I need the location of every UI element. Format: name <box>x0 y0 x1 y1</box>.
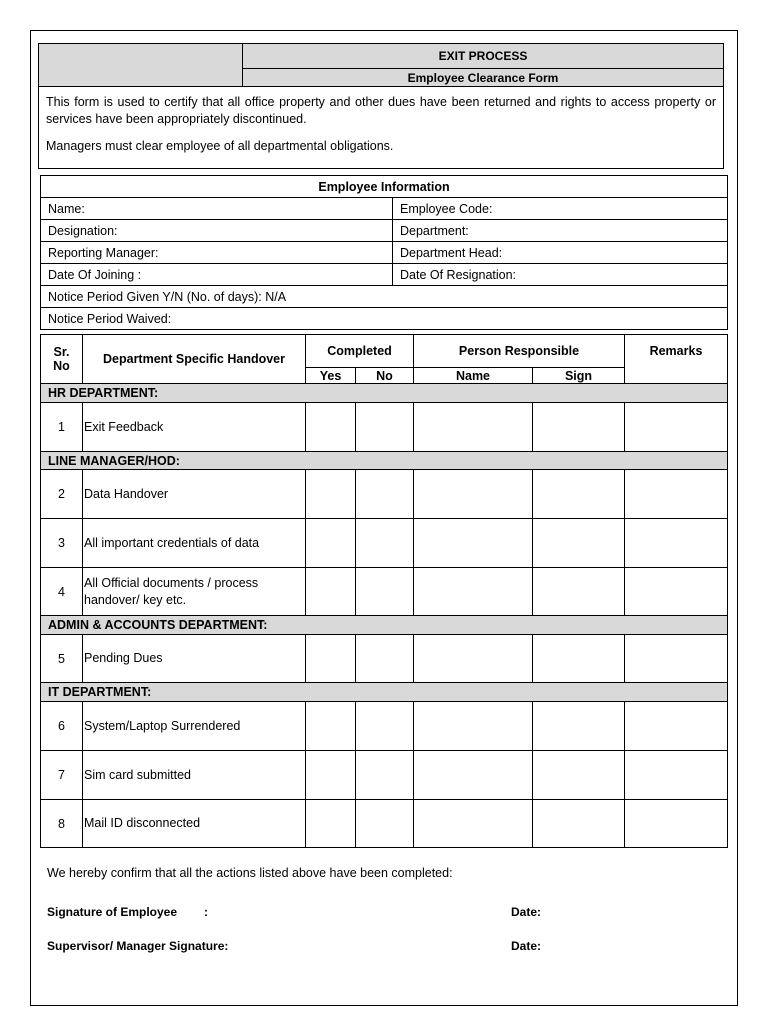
completed-no-cell[interactable] <box>356 635 414 683</box>
completed-no-cell[interactable] <box>356 470 414 519</box>
responsible-name-cell[interactable] <box>414 800 533 848</box>
completed-no-cell[interactable] <box>356 403 414 452</box>
responsible-sign-cell[interactable] <box>533 702 625 751</box>
section-row <box>41 683 728 702</box>
responsible-sign-cell[interactable] <box>533 800 625 848</box>
handover-checklist-table <box>40 334 728 848</box>
department-head-field[interactable]: Department Head: <box>393 242 728 264</box>
item-task: System/Laptop Surrendered <box>83 702 306 751</box>
form-subtitle: Employee Clearance Form <box>243 69 724 87</box>
completed-yes-cell[interactable] <box>306 470 356 519</box>
completed-no-cell[interactable] <box>356 519 414 568</box>
responsible-sign-cell[interactable] <box>533 635 625 683</box>
remarks-cell[interactable] <box>625 403 728 452</box>
completed-yes-cell[interactable] <box>306 403 356 452</box>
completed-yes-cell[interactable] <box>306 800 356 848</box>
item-number: 7 <box>41 751 83 800</box>
responsible-sign-cell[interactable] <box>533 519 625 568</box>
col-remarks: Remarks <box>625 335 728 368</box>
responsible-name-cell[interactable] <box>414 751 533 800</box>
employee-code-field[interactable]: Employee Code: <box>393 198 728 220</box>
responsible-sign-cell[interactable] <box>533 751 625 800</box>
remarks-cell[interactable] <box>625 800 728 848</box>
form-title: EXIT PROCESS <box>243 44 724 69</box>
form-header <box>38 43 724 169</box>
completed-yes-cell[interactable] <box>306 519 356 568</box>
item-number: 6 <box>41 702 83 751</box>
notice-period-waived-field[interactable]: Notice Period Waived: <box>41 308 728 330</box>
section-title: ADMIN & ACCOUNTS DEPARTMENT: <box>41 616 728 635</box>
item-number: 5 <box>41 635 83 683</box>
item-task: Pending Dues <box>83 635 306 683</box>
table-row <box>41 635 728 683</box>
col-sign: Sign <box>533 368 625 384</box>
col-person-responsible: Person Responsible <box>414 335 625 368</box>
section-row <box>41 616 728 635</box>
item-task: Data Handover <box>83 470 306 519</box>
item-number: 3 <box>41 519 83 568</box>
reporting-manager-field[interactable]: Reporting Manager: <box>41 242 393 264</box>
supervisor-signature-date[interactable]: Date: <box>511 939 542 953</box>
employee-signature-label: Signature of Employee <box>47 905 178 919</box>
table-row <box>41 751 728 800</box>
item-number: 4 <box>41 568 83 616</box>
item-task: Mail ID disconnected <box>83 800 306 848</box>
name-field[interactable]: Name: <box>41 198 393 220</box>
completed-yes-cell[interactable] <box>306 751 356 800</box>
col-yes: Yes <box>306 368 356 384</box>
completed-yes-cell[interactable] <box>306 568 356 616</box>
responsible-name-cell[interactable] <box>414 519 533 568</box>
remarks-cell[interactable] <box>625 568 728 616</box>
col-sr-label: Sr. <box>53 345 70 359</box>
table-row <box>41 568 728 616</box>
remarks-cell[interactable] <box>625 635 728 683</box>
intro-box <box>39 87 724 169</box>
table-row <box>41 470 728 519</box>
table-row <box>41 800 728 848</box>
date-of-joining-field[interactable]: Date Of Joining : <box>41 264 393 286</box>
intro-managers-text: Managers must clear employee of all departmental obligations. <box>46 139 394 153</box>
responsible-name-cell[interactable] <box>414 702 533 751</box>
item-number: 8 <box>41 800 83 848</box>
col-handover: Department Specific Handover <box>83 335 306 384</box>
remarks-cell[interactable] <box>625 519 728 568</box>
section-title: LINE MANAGER/HOD: <box>41 452 728 470</box>
table-row <box>41 519 728 568</box>
supervisor-signature-label: Supervisor/ Manager Signature: <box>47 939 229 953</box>
responsible-sign-cell[interactable] <box>533 568 625 616</box>
item-number: 1 <box>41 403 83 452</box>
completed-no-cell[interactable] <box>356 568 414 616</box>
responsible-name-cell[interactable] <box>414 568 533 616</box>
col-sr-no <box>41 335 83 384</box>
responsible-name-cell[interactable] <box>414 635 533 683</box>
designation-field[interactable]: Designation: <box>41 220 393 242</box>
checklist-body <box>41 384 728 848</box>
section-row <box>41 384 728 403</box>
item-task: Sim card submitted <box>83 751 306 800</box>
item-task: Exit Feedback <box>83 403 306 452</box>
remarks-subheader <box>625 368 728 384</box>
remarks-cell[interactable] <box>625 751 728 800</box>
completed-no-cell[interactable] <box>356 800 414 848</box>
item-number: 2 <box>41 470 83 519</box>
department-field[interactable]: Department: <box>393 220 728 242</box>
col-no-label: No <box>53 359 70 373</box>
section-row <box>41 452 728 470</box>
table-row <box>41 702 728 751</box>
date-of-resignation-field[interactable]: Date Of Resignation: <box>393 264 728 286</box>
notice-period-given-field[interactable]: Notice Period Given Y/N (No. of days): N/A <box>41 286 728 308</box>
remarks-cell[interactable] <box>625 702 728 751</box>
responsible-name-cell[interactable] <box>414 470 533 519</box>
col-completed: Completed <box>306 335 414 368</box>
section-title: IT DEPARTMENT: <box>41 683 728 702</box>
responsible-sign-cell[interactable] <box>533 403 625 452</box>
completed-no-cell[interactable] <box>356 751 414 800</box>
completed-yes-cell[interactable] <box>306 702 356 751</box>
logo-area <box>39 44 243 87</box>
confirmation-statement: We hereby confirm that all the actions listed above have been completed: <box>47 866 453 880</box>
employee-signature-date[interactable]: Date: <box>511 905 542 919</box>
remarks-cell[interactable] <box>625 470 728 519</box>
completed-no-cell[interactable] <box>356 702 414 751</box>
item-task: All important credentials of data <box>83 519 306 568</box>
employee-signature-colon: : <box>204 905 208 919</box>
item-task: All Official documents / process handover/ key etc. <box>83 568 306 616</box>
table-row <box>41 403 728 452</box>
completed-yes-cell[interactable] <box>306 635 356 683</box>
employee-info-table <box>40 175 728 330</box>
col-no: No <box>356 368 414 384</box>
employee-info-heading: Employee Information <box>41 176 728 198</box>
section-title: HR DEPARTMENT: <box>41 384 728 403</box>
responsible-sign-cell[interactable] <box>533 470 625 519</box>
responsible-name-cell[interactable] <box>414 403 533 452</box>
intro-text: This form is used to certify that all office property and other dues have been returned and rights to access property or services have been appropriately discontinued. <box>46 95 716 126</box>
col-name: Name <box>414 368 533 384</box>
